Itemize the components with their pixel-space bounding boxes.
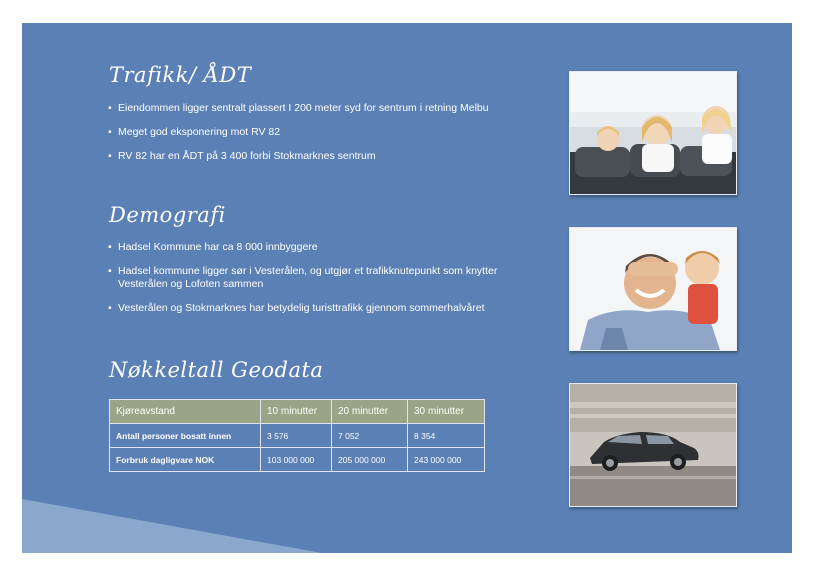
heading-demography: Demografi — [109, 203, 226, 227]
bullet-item: • Eiendommen ligger sentralt plassert I 200 meter syd for sentrum i retning Melbu — [108, 102, 528, 115]
table-cell: 103 000 000 — [261, 448, 332, 472]
moving-car-photo — [569, 383, 737, 507]
table-cell: 7 052 — [332, 424, 408, 448]
table-header-row — [110, 400, 485, 424]
table-row — [110, 424, 485, 448]
children-in-car-photo — [569, 71, 737, 195]
table-row-label: Forbruk dagligvare NOK — [110, 448, 261, 472]
geodata-table — [109, 399, 485, 472]
bullet-item: • RV 82 har en ÅDT på 3 400 forbi Stokmarknes sentrum — [108, 150, 528, 163]
table-cell: 243 000 000 — [408, 448, 485, 472]
table-cell: 3 576 — [261, 424, 332, 448]
table-cell: 8 354 — [408, 424, 485, 448]
table-header-cell: 30 minutter — [408, 400, 485, 424]
slide — [22, 23, 792, 553]
bullet-list-traffic — [108, 102, 528, 174]
corner-decoration — [22, 473, 322, 553]
heading-traffic: Trafikk/ ÅDT — [109, 63, 252, 87]
table-cell: 205 000 000 — [332, 448, 408, 472]
father-and-son-photo — [569, 227, 737, 351]
table-header-cell: 20 minutter — [332, 400, 408, 424]
bullet-item: • Hadsel kommune ligger sør i Vesterålen, og utgjør et trafikknutepunkt som knytter Vesterålen og Lofoten sammen — [108, 265, 518, 291]
bullet-item: • Meget god eksponering mot RV 82 — [108, 126, 528, 139]
bullet-item: • Vesterålen og Stokmarknes har betydelig turisttrafikk gjennom sommerhalvåret — [108, 302, 518, 315]
heading-geodata: Nøkkeltall Geodata — [109, 358, 324, 382]
table-row-label: Antall personer bosatt innen — [110, 424, 261, 448]
bullet-item: • Hadsel Kommune har ca 8 000 innbyggere — [108, 241, 518, 254]
table-header-cell: Kjøreavstand — [110, 400, 261, 424]
bullet-list-demography — [108, 241, 518, 326]
table-header-cell: 10 minutter — [261, 400, 332, 424]
table-row — [110, 448, 485, 472]
